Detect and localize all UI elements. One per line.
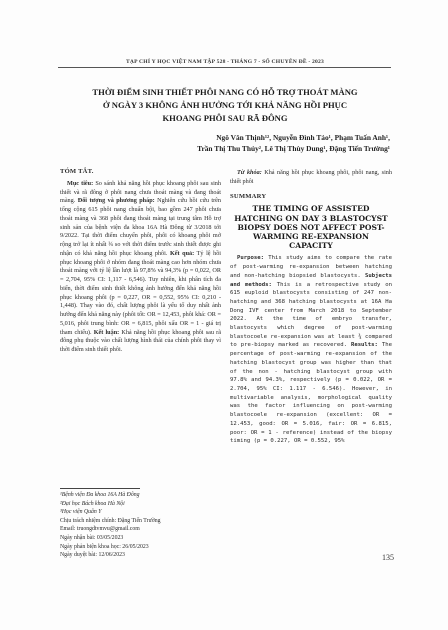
- review-date: Ngày phản biện khoa học: 26/05/2023: [60, 543, 149, 550]
- keywords-text: Khả năng hồi phục khoang phôi, phôi nang, sinh thiết phôi: [230, 169, 392, 185]
- english-title-line: BIOPSY DOES NOT AFFECT POST-: [237, 222, 385, 232]
- running-header: TẠP CHÍ Y HỌC VIỆT NAM TẬP 528 - THÁNG 7 - SỐ CHUYÊN ĐỀ - 2023: [125, 59, 325, 65]
- header-rule: [58, 67, 391, 68]
- paragraph-text: So sánh khả năng hồi phục khoang phôi sau sinh thiết và rã đông ở phôi nang chưa thoát màng và đang thoát màng.: [60, 179, 221, 205]
- authors-line: Trần Thị Thu Thủy², Lê Thị Thùy Dung¹, Đặng Tiến Trường¹: [197, 143, 390, 153]
- keywords: [230, 169, 392, 187]
- summary-paragraph: [230, 254, 392, 445]
- footnote-rule: [60, 488, 140, 489]
- affiliation-3: ³Học viện Quân Y: [60, 509, 102, 516]
- english-title: [234, 204, 388, 250]
- left-column: [60, 168, 221, 355]
- vn-abstract: [60, 180, 221, 355]
- paragraph-text: Tỷ lệ hồi phục khoang phôi ở nhóm đang thoát màng cao hơn nhóm chưa thoát màng với tỷ lệ lần lượt là 97,8% và 94,3% (p = 0,022, OR = 2,704, 95% CI: 1,117 - 6,546). Tuy nhiên, khi phân tích đa biến, thời điểm sinh thiết không ảnh hưởng đến khả năng hồi phục khoang phôi (p = 0,227, OR = 0,552, 95% CI: 0,210 - 1,448). Thay vào đó, chất lượng phôi là yếu tố duy nhất ảnh hưởng đến khả năng này (phôi tốt: OR = 12,453, phôi khá: OR = 5,016, phôi trung bình: OR = 6,815, phôi xấu OR = 1 - giá trị tham chiếu).: [60, 249, 222, 336]
- run-in-heading: Mục tiêu:: [67, 179, 94, 187]
- paragraph-text: Khả năng hồi phục khoang phôi sau rã đông phụ thuộc vào chất lượng hình thái của chính phôi thay vì thời điểm sinh thiết phôi.: [60, 328, 221, 353]
- title-line: THỜI ĐIỂM SINH THIẾT PHÔI NANG CÓ HỖ TRỢ THOÁT MÀNG: [92, 87, 358, 97]
- abstract-paragraph: [60, 180, 221, 355]
- english-title-line: WARMING RE-EXPANSION: [253, 232, 369, 242]
- title-line: Ở NGÀY 3 KHÔNG ẢNH HƯỞNG TỚI KHẢ NĂNG HỒI PHỤC: [102, 99, 348, 110]
- english-title-line: THE TIMING OF ASSISTED: [252, 204, 370, 214]
- author-list: [90, 133, 390, 154]
- run-in-heading: Results:: [350, 342, 378, 349]
- abstract-continuation: [230, 169, 392, 187]
- title-line: KHOANG PHÔI SAU RÃ ĐÔNG: [162, 112, 288, 123]
- right-column: [230, 168, 392, 446]
- paragraph-text: The percentage of post-warming re-expansion of the hatching blastocyst group was higher than that of the non - hatching blastocyst group with 97.8% and 94.3%, respectively (p = 0.022, OR = 2.704, 95% CI: 1.117 - 6.546). However, in multivariable analysis, morphological quality was the factor influencing on post-warming blastocoele re-expansion (excellent: OR = 12.453, good: OR = 5.016, fair: OR = 6.815, poor: OR = 1 - reference) instead of the biopsy timing (p = 0.227, OR = 0.552, 95%: [230, 342, 392, 445]
- run-in-heading: Kết quả:: [169, 249, 195, 257]
- run-in-heading: Subjects and methods:: [230, 272, 392, 288]
- english-title-line: HATCHING ON DAY 3 BLASTOCYST: [234, 213, 388, 223]
- authors-line: Ngô Văn Thịnh¹², Nguyễn Đình Tảo¹, Phạm Tuấn Anh¹,: [216, 133, 390, 142]
- received-date: Ngày nhận bài: 03/05/2023: [60, 534, 124, 541]
- corresponding-author: Chịu trách nhiệm chính: Đặng Tiến Trường: [60, 517, 161, 524]
- email: Email: truongdtvmvu@gmail.com: [60, 526, 140, 533]
- keywords-label: Từ khóa:: [237, 169, 262, 176]
- paragraph-text: This is a retrospective study on 615 euploid blastocysts consisting of 247 non-hatching and 368 hatching blastocysts at 16A Ha Dong IVF center from March 2018 to September 2022. At the time of embryo transfer, blastocysts which degree of post-warming blastocoele re-expansion was at least ¾ compared to pre-biopsy marked as recovered.: [230, 281, 392, 349]
- run-in-heading: Đối tượng và phương pháp:: [77, 197, 155, 205]
- footnotes: [60, 491, 225, 560]
- paragraph-text: Nghiên cứu hồi cứu trên tổng cộng 615 phôi nang chuẩn bội, bao gồm 247 phôi chưa thoát màng và 368 phôi đang thoát màng tại trung tâm Hỗ trợ sinh sản của bệnh viện đa khoa 16A Hà Đông từ 3/2018 tới 9/2022. Tại thời điểm chuyển phôi, phôi có khoang phôi mở rộng trở lại ít nhất ¾ so với thời điểm trước sinh thiết được ghi nhận có khả năng hồi phục khoang phôi.: [60, 197, 221, 257]
- run-in-heading: Kết luận:: [93, 328, 120, 336]
- accepted-date: Ngày duyệt bài: 12/06/2023: [60, 552, 125, 559]
- abstract-heading: TÓM TẮT.: [60, 168, 94, 175]
- run-in-heading: Purpose:: [237, 255, 264, 262]
- affiliation-1: ¹Bệnh viện Đa khoa 16A Hà Đông: [60, 492, 140, 498]
- summary-heading: SUMMARY: [230, 192, 267, 200]
- english-summary: [230, 254, 392, 445]
- page-number: 135: [382, 553, 394, 562]
- paragraph-text: This study aims to compare the rate of post-warming re-expansion between hatching and non-hatching biopsied blastocysts.: [230, 255, 392, 279]
- article-title: [60, 86, 390, 124]
- affiliation-2: ²Đại học Bách khoa Hà Nội: [60, 500, 125, 507]
- english-title-line: CAPACITY: [289, 241, 333, 251]
